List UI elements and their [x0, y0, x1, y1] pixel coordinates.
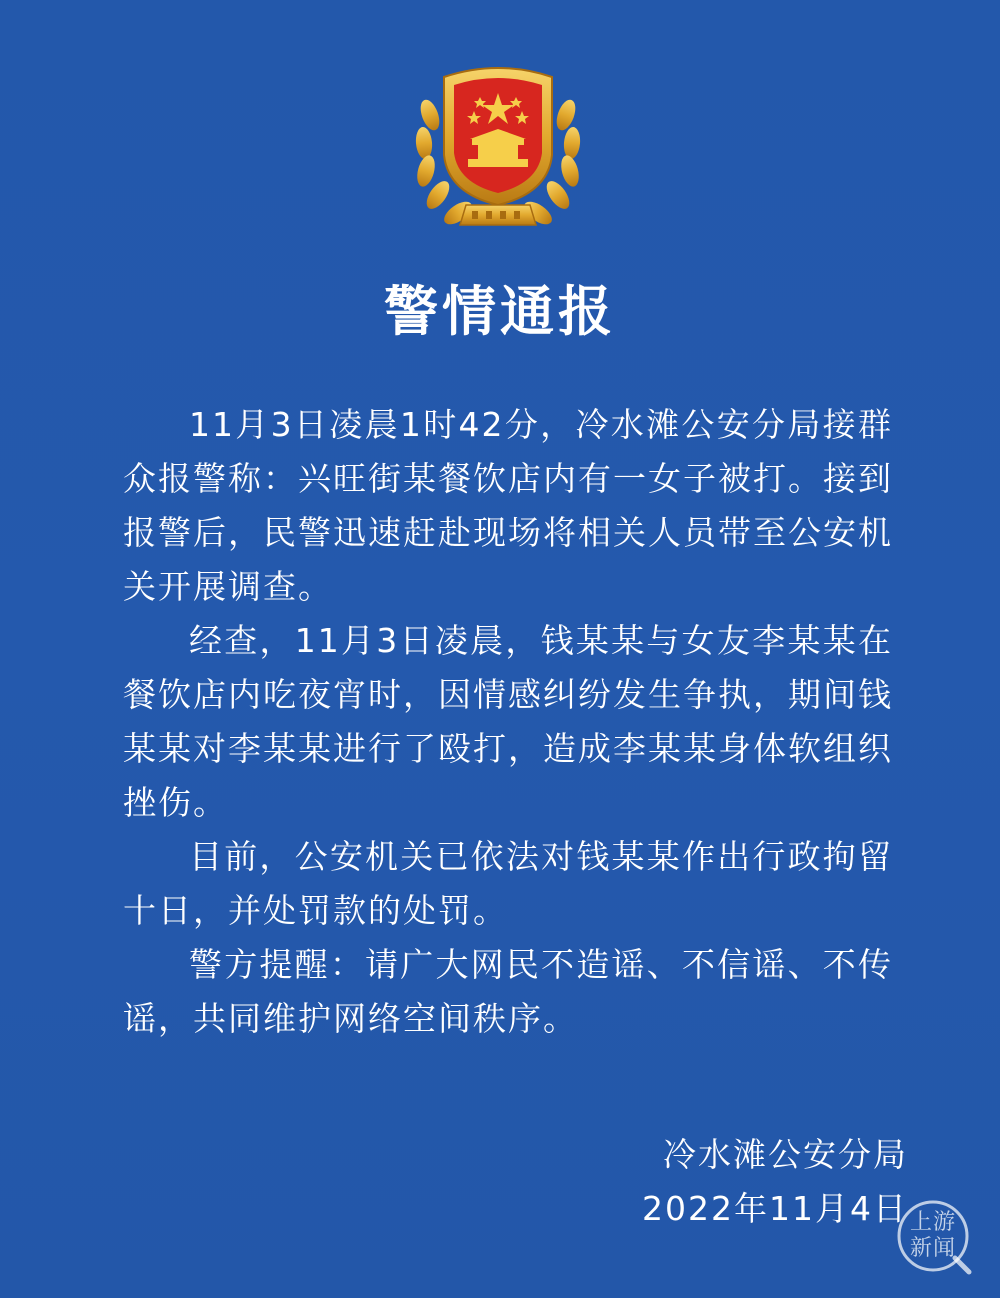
- shangyou-news-logo-icon: [893, 1196, 979, 1282]
- issuer-name: 冷水滩公安分局: [663, 1135, 908, 1174]
- paragraph-reminder: 警方提醒：请广大网民不造谣、不信谣、不传谣，共同维护网络空间秩序。: [123, 945, 893, 1038]
- issue-date: 2022年11月4日: [642, 1189, 908, 1228]
- paragraph-incident: 11月3日凌晨1时42分，冷水滩公安分局接群众报警称：兴旺街某餐饮店内有一女子被打。接到报警后，民警迅速赶赴现场将相关人员带至公安机关开展调查。: [123, 405, 893, 606]
- watermark-text: [893, 1210, 973, 1262]
- paragraph-penalty: 目前，公安机关已依法对钱某某作出行政拘留十日，并处罚款的处罚。: [123, 837, 893, 930]
- police-emblem-icon: [408, 55, 588, 240]
- notice-body: [123, 398, 893, 1046]
- paragraph-investigation: 经查，11月3日凌晨，钱某某与女友李某某在餐饮店内吃夜宵时，因情感纠纷发生争执，期间钱某某对李某某进行了殴打，造成李某某身体软组织挫伤。: [123, 621, 893, 822]
- signature-block: [642, 1128, 908, 1236]
- watermark-line1: 上游: [909, 1210, 956, 1235]
- notice-title: 警情通报: [384, 280, 616, 343]
- watermark-line2: 新闻: [909, 1236, 956, 1261]
